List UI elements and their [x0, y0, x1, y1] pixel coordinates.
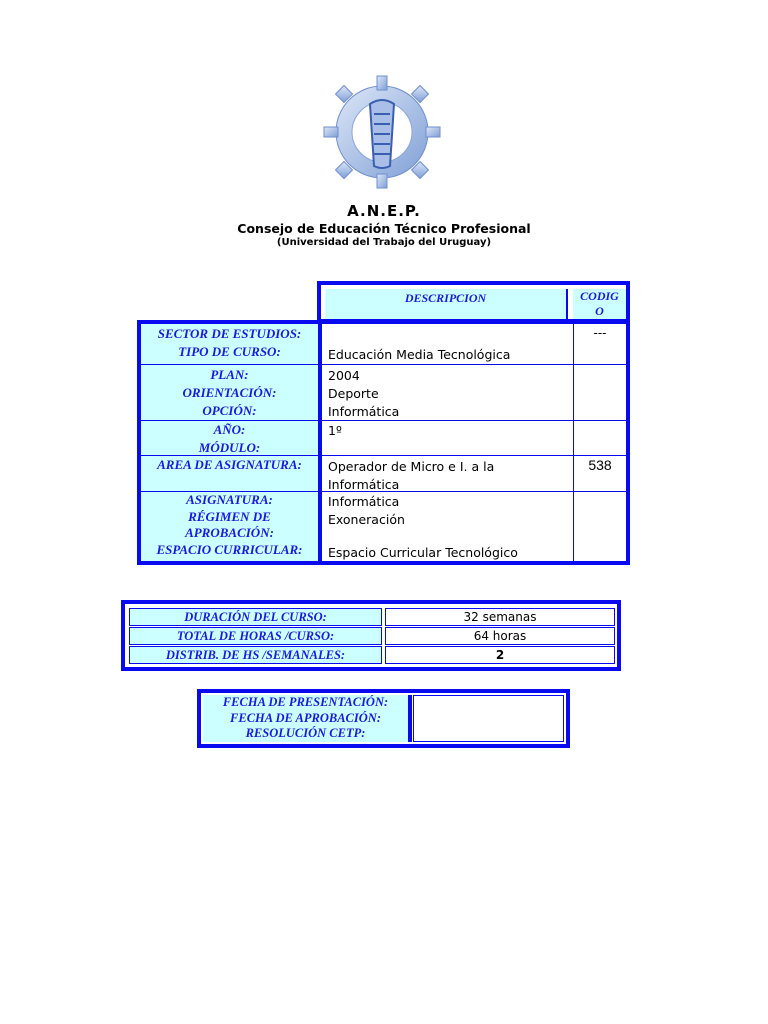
total-horas-label: TOTAL DE HORAS /CURSO:: [176, 629, 335, 643]
tipo-de-curso-value: Educación Media Tecnológica: [328, 347, 511, 362]
asignatura-value: Informática: [328, 494, 400, 509]
table-row-labels: [141, 325, 318, 361]
sector-de-estudios-value: [328, 325, 568, 343]
sector-code: ---: [593, 325, 607, 340]
header-council: Consejo de Educación Técnico Profesional: [237, 221, 531, 236]
header-cell-codigo: [573, 289, 626, 319]
header-cell-descripcion: [325, 289, 568, 319]
distrib-label: DISTRIB. DE HS /SEMANALES:: [165, 648, 346, 662]
approval-value: [413, 695, 564, 742]
course-description-table: [137, 320, 630, 565]
regimen-label: RÉGIMEN DE: [188, 508, 271, 524]
area-code: 538: [588, 457, 612, 473]
orientacion-value: Deporte: [328, 386, 379, 401]
area-de-asignatura-label: AREA DE ASIGNATURA:: [157, 457, 302, 472]
header-title: A.N.E.P.: [347, 202, 421, 220]
sector-de-estudios-label: SECTOR DE ESTUDIOS:: [157, 326, 302, 341]
distrib-value: 2: [495, 648, 505, 662]
ano-value: 1º: [328, 423, 342, 438]
codigo-label: CODIGO: [580, 289, 619, 318]
resolucion-label: RESOLUCIÓN CETP:: [245, 726, 366, 740]
orientacion-label: ORIENTACIÓN:: [182, 385, 277, 400]
area-de-asignatura-value-line1: Operador de Micro e I. a la: [328, 459, 495, 474]
duracion-label: DURACIÓN DEL CURSO:: [184, 610, 327, 624]
regimen-value: Exoneración: [328, 512, 405, 527]
header-university: (Universidad del Trabajo del Uruguay): [276, 237, 492, 248]
tipo-de-curso-label: TIPO DE CURSO:: [178, 344, 281, 359]
asignatura-label: ASIGNATURA:: [186, 492, 273, 507]
table-row: [129, 646, 613, 664]
course-hours-table: [121, 600, 621, 671]
espacio-curricular-label: ESPACIO CURRICULAR:: [156, 541, 303, 557]
plan-label: PLAN:: [210, 367, 249, 382]
duracion-value: 32 semanas: [463, 610, 537, 624]
opcion-value: Informática: [328, 404, 400, 419]
modulo-label: MÓDULO:: [198, 440, 261, 455]
espacio-curricular-value: Espacio Curricular Tecnológico: [328, 545, 518, 560]
aprobacion-label: APROBACIÓN:: [185, 525, 274, 540]
area-de-asignatura-value-line2: Informática: [328, 477, 400, 492]
fecha-aprobacion-label: FECHA DE APROBACIÓN:: [230, 710, 381, 725]
plan-value: 2004: [328, 368, 360, 383]
approval-table: [197, 689, 570, 748]
table-row: [129, 627, 613, 645]
descripcion-label: DESCRIPCION: [404, 291, 487, 305]
total-horas-value: 64 horas: [473, 629, 527, 643]
approval-labels: [203, 695, 412, 742]
opcion-label: OPCIÓN:: [202, 403, 257, 418]
ano-label: AÑO:: [213, 422, 246, 437]
fecha-presentacion-label: FECHA DE PRESENTACIÓN:: [222, 695, 389, 709]
utu-gear-logo-icon: [322, 74, 442, 190]
table-row: [129, 608, 613, 626]
table1-header: [317, 281, 630, 323]
